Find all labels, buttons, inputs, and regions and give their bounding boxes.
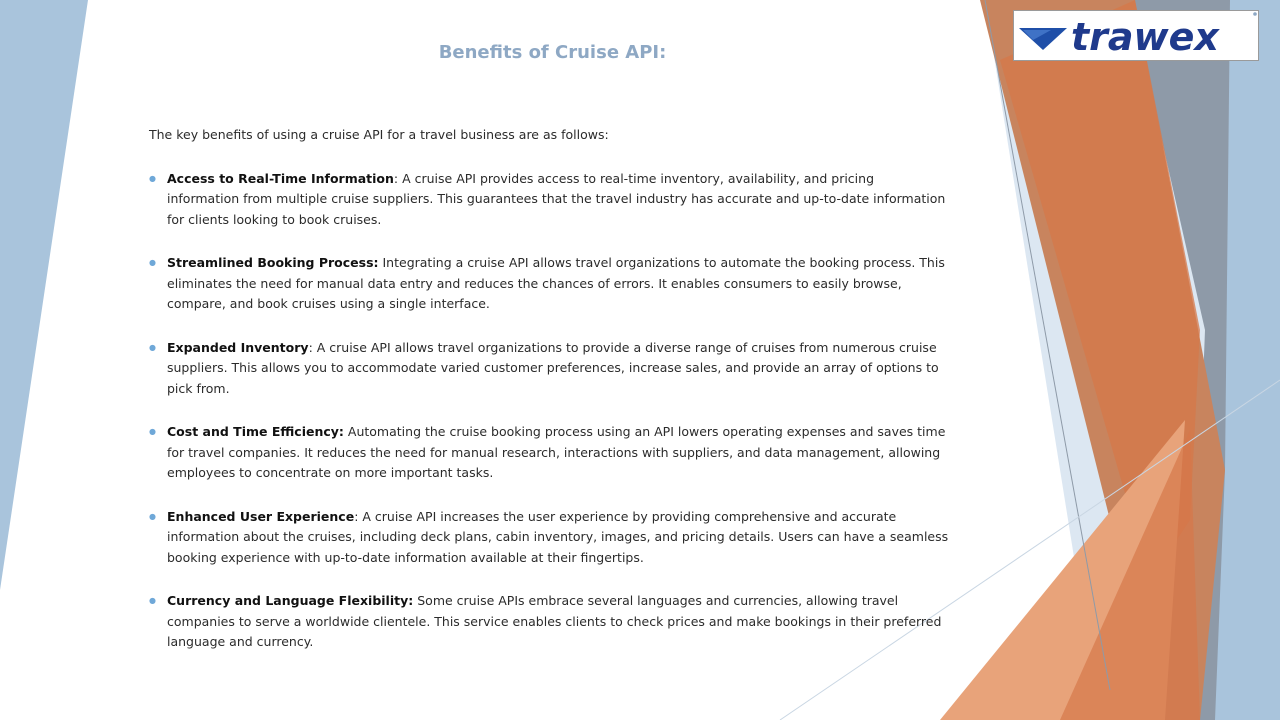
- slide-title: Benefits of Cruise API:: [438, 42, 667, 63]
- benefit-text: A cruise API increases the user experience by providing comprehensive and accurate information about the cruises, including deck plans, cabin inventory, images, and pricing details. Users can have a seamless booking experience with up-to-date information available at their fingertips.: [167, 508, 949, 565]
- benefit-separator: :: [393, 170, 399, 186]
- benefit-title: Cost and Time Efficiency:: [167, 424, 344, 439]
- benefit-item-streamlined-booking: [149, 253, 949, 315]
- benefit-item-expanded-inventory: [149, 338, 949, 400]
- intro-paragraph: The key benefits of using a cruise API for a travel business are as follows:: [149, 127, 609, 142]
- benefit-item-enhanced-user-experience: [149, 507, 949, 569]
- benefit-title: Currency and Language Flexibility:: [167, 593, 414, 608]
- benefit-text: A cruise API allows travel organizations to provide a diverse range of cruises from numerous cruise suppliers. This allows you to accommodate varied customer preferences, increase sales, and provide an array of options to pick from.: [167, 339, 939, 396]
- benefit-text: Some cruise APIs embrace several languages and currencies, allowing travel companies to serve a worldwide clientele. This service enables clients to check prices and make bookings in their preferred language and currency.: [167, 593, 942, 649]
- bullet-dot-icon: ●: [149, 342, 156, 352]
- benefit-text: Integrating a cruise API allows travel organizations to automate the booking process. This eliminates the need for manual data entry and reduces the chances of errors. It enables consumers to easily browse, compare, and book cruises using a single interface.: [167, 255, 945, 311]
- benefit-item-real-time-information: [149, 169, 949, 231]
- left-blue-strip: [0, 0, 88, 590]
- logo-wordmark: trawex: [1071, 15, 1219, 59]
- benefit-separator: :: [354, 508, 359, 524]
- benefit-separator: :: [308, 339, 313, 355]
- benefit-title: Streamlined Booking Process:: [167, 255, 379, 270]
- bullet-dot-icon: ●: [149, 258, 156, 267]
- benefit-title: Enhanced User Experience: [167, 508, 355, 524]
- benefit-title: Access to Real-Time Information: [167, 170, 394, 186]
- benefits-list: [149, 169, 949, 653]
- benefit-text: A cruise API provides access to real-time inventory, availability, and pricing information from multiple cruise suppliers. This guarantees that the travel industry has accurate and up-to-date information for clients looking to book cruises.: [167, 170, 946, 227]
- benefit-text: Automating the cruise booking process using an API lowers operating expenses and saves time for travel companies. It reduces the need for manual research, interactions with suppliers, and data management, allowing employees to concentrate on more important tasks.: [167, 424, 946, 480]
- logo-dot: [1253, 12, 1257, 16]
- bullet-dot-icon: ●: [149, 173, 156, 183]
- bullet-dot-icon: ●: [149, 596, 156, 605]
- benefit-title: Expanded Inventory: [167, 339, 309, 355]
- slide-body: [149, 125, 949, 676]
- bullet-dot-icon: ●: [149, 511, 156, 521]
- benefit-item-currency-language-flexibility: [149, 591, 949, 653]
- benefit-item-cost-time-efficiency: [149, 422, 949, 484]
- bullet-dot-icon: ●: [149, 427, 156, 436]
